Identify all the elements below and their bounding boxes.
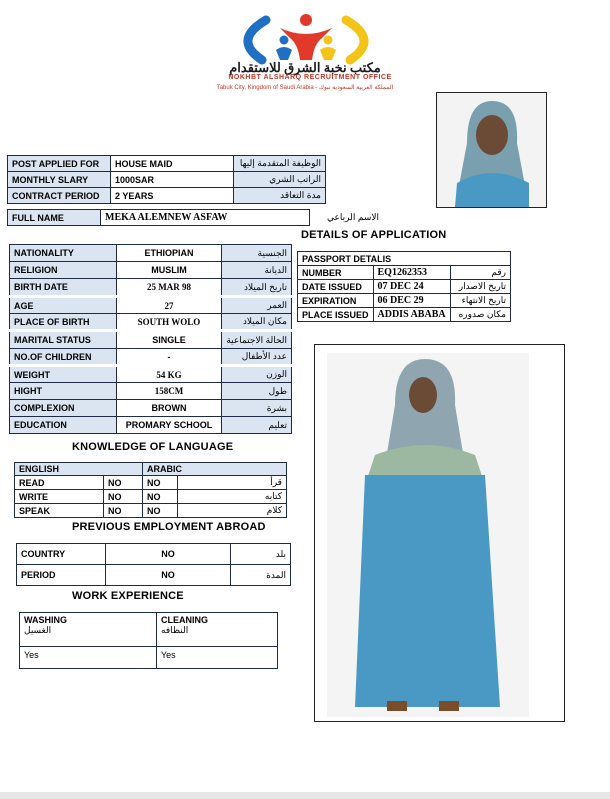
passport-value: 07 DEC 24	[373, 280, 450, 294]
language-label: READ	[15, 476, 104, 490]
details-row	[10, 245, 292, 262]
details-ar: تاريخ الميلاد	[222, 279, 292, 297]
experience-cleaning-header	[157, 613, 278, 647]
details-row	[10, 400, 292, 417]
language-ar: قرأ	[178, 476, 287, 490]
language-english-value: NO	[104, 490, 143, 504]
passport-label: PLACE ISSUED	[298, 308, 374, 322]
details-value: SOUTH WOLO	[116, 314, 222, 331]
details-ar: تعليم	[222, 417, 292, 434]
details-value: -	[116, 349, 222, 366]
employment-row	[17, 565, 291, 586]
details-value: 25 MAR 98	[116, 279, 222, 297]
contract-value: 2 YEARS	[111, 188, 234, 204]
office-english-name: NOKHBT ALSHARQ RECRUITMENT OFFICE	[228, 74, 392, 81]
details-ar: العمر	[222, 297, 292, 314]
experience-washing-header	[20, 613, 157, 647]
language-english-value: NO	[104, 476, 143, 490]
details-value: 27	[116, 297, 222, 314]
employment-label: COUNTRY	[17, 544, 106, 565]
details-label: NO.OF CHILDREN	[10, 349, 117, 366]
post-applied-label: POST APPLIED FOR	[8, 156, 111, 172]
employment-value: NO	[106, 544, 231, 565]
details-heading: DETAILS OF APPLICATION	[301, 229, 447, 241]
passport-value: 06 DEC 29	[373, 294, 450, 308]
experience-table	[19, 612, 278, 669]
contract-label: CONTRACT PERIOD	[8, 188, 111, 204]
cleaning-label: CLEANING	[161, 615, 208, 625]
language-heading: KNOWLEDGE OF LANGUAGE	[72, 441, 234, 453]
passport-ar: تاريخ الانتهاء	[450, 294, 510, 308]
language-col-arabic: ARABIC	[143, 463, 287, 476]
passport-row	[298, 280, 511, 294]
language-english-value: NO	[104, 504, 143, 518]
details-row	[10, 366, 292, 383]
passport-label: DATE ISSUED	[298, 280, 374, 294]
details-value: PROMARY SCHOOL	[116, 417, 222, 434]
passport-label: EXPIRATION	[298, 294, 374, 308]
details-table	[9, 244, 292, 434]
washing-label: WASHING	[24, 615, 68, 625]
office-address: Tabuk City, Kingdom of Saudi Arabia - المملكة العربية السعودية تبوك	[216, 85, 394, 91]
details-row	[10, 279, 292, 297]
passport-table	[297, 251, 511, 322]
passport-value: EQ1262353	[373, 266, 450, 280]
details-ar: الوزن	[222, 366, 292, 383]
details-ar: الديانة	[222, 262, 292, 279]
details-label: MARITAL STATUS	[10, 331, 117, 349]
details-row	[10, 331, 292, 349]
employment-ar: بلد	[231, 544, 291, 565]
washing-value: Yes	[20, 647, 157, 669]
details-label: WEIGHT	[10, 366, 117, 383]
language-arabic-value: NO	[143, 490, 178, 504]
details-value: 158CM	[116, 383, 222, 400]
language-row	[15, 476, 287, 490]
language-row	[15, 504, 287, 518]
details-row	[10, 262, 292, 279]
details-value: SINGLE	[116, 331, 222, 349]
post-applied-ar: الوظيفة المتقدمة إليها	[234, 156, 326, 172]
language-arabic-value: NO	[143, 476, 178, 490]
washing-ar: الغسيل	[24, 625, 52, 635]
details-label: PLACE OF BIRTH	[10, 314, 117, 331]
language-table	[14, 462, 287, 518]
salary-ar: الراتب الشري	[234, 172, 326, 188]
full-name-value: MEKA ALEMNEW ASFAW	[101, 210, 310, 226]
language-col-english: ENGLISH	[15, 463, 143, 476]
portrait-photo-icon	[437, 93, 546, 207]
language-ar: كتابه	[178, 490, 287, 504]
salary-value: 1000SAR	[111, 172, 234, 188]
full-name-ar: الاسم الرباعي	[327, 212, 379, 222]
details-row	[10, 297, 292, 314]
passport-ar: مكان صدوره	[450, 308, 510, 322]
employment-label: PERIOD	[17, 565, 106, 586]
salary-label: MONTHLY SLARY	[8, 172, 111, 188]
details-ar: الجنسية	[222, 245, 292, 262]
details-value: MUSLIM	[116, 262, 222, 279]
cleaning-ar: النظافه	[161, 625, 189, 635]
language-row	[15, 490, 287, 504]
details-label: NATIONALITY	[10, 245, 117, 262]
language-arabic-value: NO	[143, 504, 178, 518]
cleaning-value: Yes	[157, 647, 278, 669]
passport-value: ADDIS ABABA	[373, 308, 450, 322]
contract-ar: مدة التعاقد	[234, 188, 326, 204]
passport-ar: رقم	[450, 266, 510, 280]
language-ar: كلام	[178, 504, 287, 518]
job-table	[7, 155, 326, 204]
details-ar: الحالة الاجتماعية	[222, 331, 292, 349]
full-name-label: FULL NAME	[8, 210, 101, 226]
language-label: WRITE	[15, 490, 104, 504]
applicant-portrait-photo	[436, 92, 547, 208]
employment-heading: PREVIOUS EMPLOYMENT ABROAD	[72, 521, 266, 533]
passport-row	[298, 308, 511, 322]
passport-label: NUMBER	[298, 266, 374, 280]
details-row	[10, 314, 292, 331]
details-ar: طول	[222, 383, 292, 400]
employment-table	[16, 543, 291, 586]
details-value: 54 KG	[116, 366, 222, 383]
office-arabic-name: مكتب نخبة الشرق للاستقدام	[229, 60, 381, 75]
passport-title: PASSPORT DETALIS	[298, 252, 511, 266]
full-body-photo-icon	[315, 345, 564, 721]
employment-row	[17, 544, 291, 565]
details-value: BROWN	[116, 400, 222, 417]
details-ar: عدد الأطفال	[222, 349, 292, 366]
details-label: AGE	[10, 297, 117, 314]
full-name-table	[7, 209, 383, 226]
page-bottom-bar	[0, 792, 610, 799]
details-label: BIRTH DATE	[10, 279, 117, 297]
details-label: COMPLEXION	[10, 400, 117, 417]
details-label: HIGHT	[10, 383, 117, 400]
language-label: SPEAK	[15, 504, 104, 518]
passport-row	[298, 266, 511, 280]
experience-heading: WORK EXPERIENCE	[72, 590, 184, 602]
details-row	[10, 349, 292, 366]
details-value: ETHIOPIAN	[116, 245, 222, 262]
applicant-full-body-photo	[314, 344, 565, 722]
details-row	[10, 383, 292, 400]
passport-ar: تاريخ الاصدار	[450, 280, 510, 294]
post-applied-value: HOUSE MAID	[111, 156, 234, 172]
details-label: EDUCATION	[10, 417, 117, 434]
details-ar: مكان الميلاد	[222, 314, 292, 331]
details-row	[10, 417, 292, 434]
employment-value: NO	[106, 565, 231, 586]
employment-ar: المدة	[231, 565, 291, 586]
passport-row	[298, 294, 511, 308]
details-ar: بشرة	[222, 400, 292, 417]
details-label: RELIGION	[10, 262, 117, 279]
